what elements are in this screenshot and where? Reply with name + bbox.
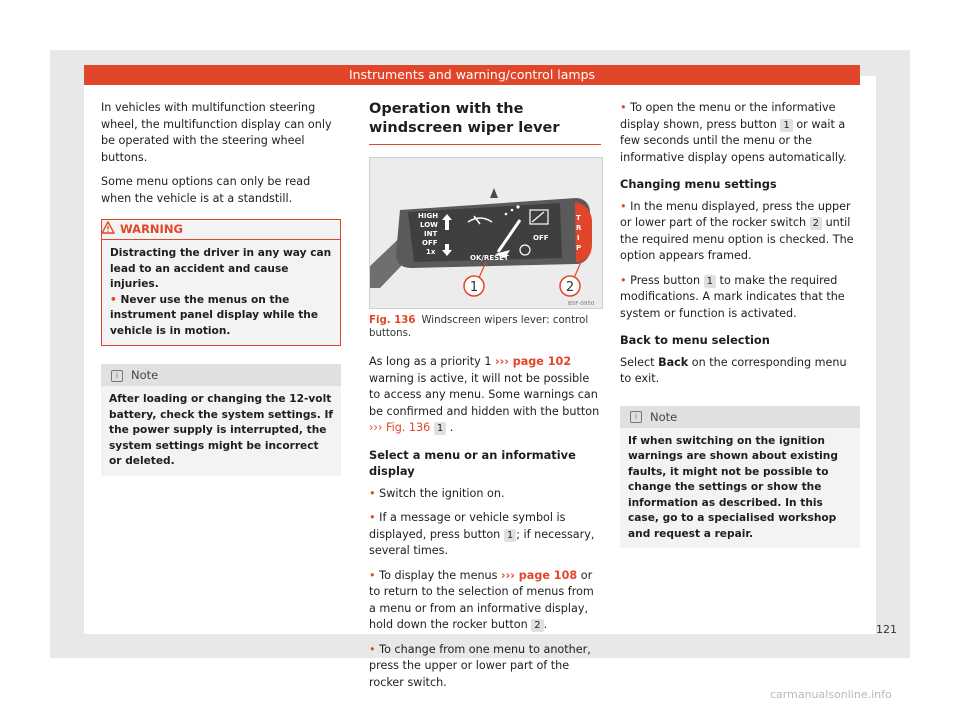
bullet-icon: • (110, 293, 121, 306)
page-ref-108[interactable]: ››› page 108 (501, 568, 578, 582)
note-header (101, 364, 341, 386)
fig-trip-t: T (576, 214, 581, 222)
wiper-lever-illustration (370, 158, 602, 308)
fig-label-high: HIGH (418, 212, 439, 220)
warning-header (102, 220, 340, 240)
back-text-a: Select (620, 355, 659, 369)
figure-code: B5F-0950 (568, 301, 595, 307)
button-ref-2: 2 (810, 217, 822, 230)
step-text: Switch the ignition on. (379, 486, 505, 500)
step-text: . (543, 618, 548, 631)
step-press-button (369, 510, 601, 560)
note-title: Note (650, 409, 678, 424)
fig-trip-r: R (576, 224, 582, 232)
step-text: In the menu displayed, press the upper or lower part of the rocker switch (620, 199, 851, 229)
fig-okreset: OK/RESET (470, 254, 509, 262)
subheading-back: Back to menu selection (620, 333, 770, 347)
bullet-icon: • (369, 642, 380, 656)
column-1 (101, 100, 341, 476)
button-ref-1: 1 (704, 275, 716, 288)
priority-text-c: . (446, 421, 454, 434)
note-body: After loading or changing the 12-volt battery, check the system settings. If the power supply is interrupted, the system settings might be incorrect or deleted. (109, 393, 333, 467)
subheading-select-menu: Select a menu or an informative display (369, 447, 576, 478)
priority-paragraph (369, 354, 601, 437)
bullet-icon: • (369, 511, 380, 524)
column-3 (620, 100, 860, 548)
warning-text: Distracting the driver in any way can lead to an accident and cause injuries. (110, 247, 332, 290)
standstill-paragraph: Some menu options can only be read when the vehicle is at a standstill. (101, 175, 311, 205)
callout-1: 1 (469, 280, 479, 295)
step-open-menu (620, 100, 860, 166)
fig-label-off: OFF (422, 239, 438, 247)
priority-text-a: As long as a priority 1 (369, 355, 495, 368)
step-text: ; if necessary, several times. (369, 527, 595, 557)
section-title: Operation with the windscreen wiper lever (369, 100, 601, 145)
step-text: or wait a few seconds until the menu or the informative display opens automatically. (620, 117, 847, 164)
subheading-changing-settings: Changing menu settings (620, 177, 777, 191)
figure-caption-text: Windscreen wipers lever: control buttons. (369, 315, 589, 339)
step-text: to make the required modifications. A mark indicates that the system or function is activated. (620, 273, 845, 320)
back-keyword: Back (658, 355, 689, 369)
fig-label-off-right: OFF (533, 234, 549, 242)
watermark: carmanualsonline.info (770, 688, 892, 701)
figure-wiper-lever (369, 157, 603, 309)
warning-bullet (110, 293, 332, 340)
priority-text-b: warning is active, it will not be possible to access any menu. Some warnings can be confirmed and hidden with the button (369, 371, 600, 418)
fig-label-1x: 1x (426, 248, 436, 256)
note-box-faults (620, 406, 860, 549)
page-ref-102[interactable]: ››› page 102 (495, 355, 572, 368)
fig-label-low: LOW (420, 221, 438, 229)
info-icon: i (630, 411, 642, 423)
step-text: until the required menu option is checked. The option appears framed. (620, 216, 854, 262)
step-modify (620, 273, 860, 323)
warning-title: WARNING (120, 222, 183, 236)
step-switch-ignition (369, 486, 601, 503)
step-text: Press button (630, 273, 704, 287)
fig-label-int: INT (424, 230, 438, 238)
back-text-c: on the corresponding menu to exit. (620, 355, 847, 385)
step-text: If a message or vehicle symbol is displayed, press button (369, 511, 566, 541)
bullet-icon: • (620, 101, 631, 114)
note-title: Note (131, 368, 159, 382)
step-text: or to return to the selection of menus from a menu or from an informative display, hold down the rocker button (369, 568, 594, 631)
warning-triangle-icon (101, 221, 115, 235)
bullet-icon: • (620, 199, 631, 213)
step-text: To change from one menu to another, press the upper or lower part of the rocker switch. (369, 642, 591, 689)
bullet-icon: • (369, 486, 380, 500)
fig-trip-p: P (576, 244, 582, 252)
fig-trip-i: I (577, 234, 580, 242)
fig-ref-136[interactable]: ››› Fig. 136 (369, 421, 431, 434)
warning-bullet-text: Never use the menus on the instrument panel display while the vehicle is in motion. (110, 293, 319, 337)
intro-paragraph: In vehicles with multifunction steering wheel, the multifunction display can only be operated with the steering wheel buttons. (101, 101, 332, 164)
note-box (101, 364, 341, 476)
button-ref-2: 2 (531, 619, 543, 632)
figure-caption (369, 314, 601, 340)
step-text: To display the menus (379, 568, 502, 582)
back-paragraph (620, 355, 860, 388)
warning-body (102, 240, 340, 345)
button-ref-1: 1 (780, 119, 792, 132)
figure-number: Fig. 136 (369, 315, 416, 326)
button-ref-1: 1 (504, 529, 516, 542)
note-header (620, 406, 860, 428)
step-display-menus (369, 568, 601, 634)
info-icon: i (111, 370, 123, 382)
bullet-icon: • (369, 568, 380, 582)
step-text: To open the menu or the informative display shown, press button (620, 101, 836, 131)
chapter-header: Instruments and warning/control lamps (84, 65, 860, 85)
step-change-menu (369, 642, 601, 692)
callout-2: 2 (565, 280, 575, 295)
note-body: If when switching on the ignition warnings are shown about existing faults, it might not be possible to change the settings or show the information as described. In this case, go to a specialised workshop and request a repair. (628, 434, 838, 540)
step-rocker-switch (620, 199, 860, 265)
warning-box (101, 219, 341, 346)
page-number: 121 (876, 623, 897, 636)
button-ref-1: 1 (434, 422, 446, 435)
bullet-icon: • (620, 273, 631, 287)
column-2 (369, 100, 601, 699)
